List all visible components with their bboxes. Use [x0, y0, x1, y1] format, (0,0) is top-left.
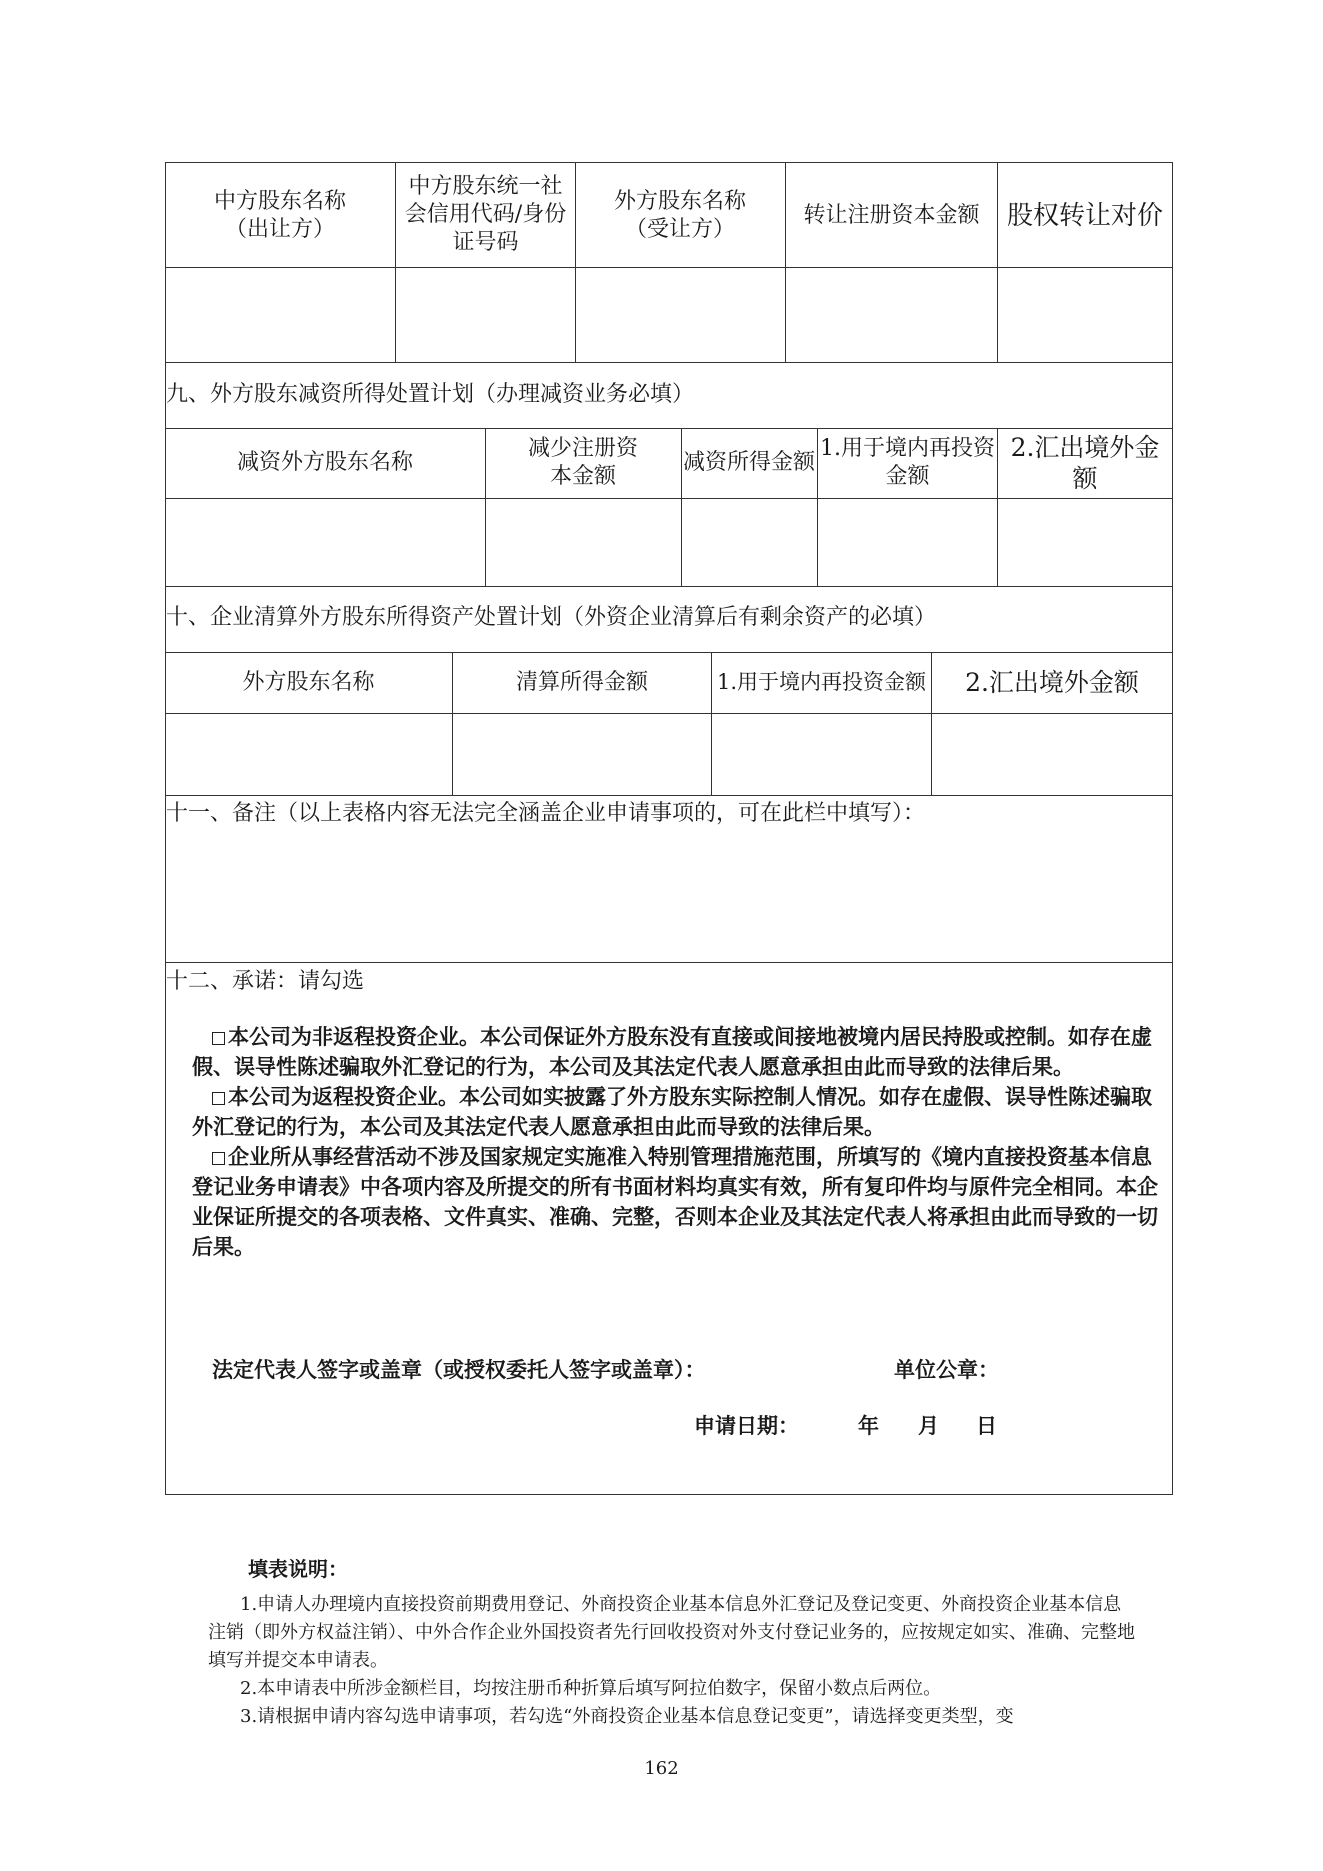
header-reduction-shareholder-name: 减资外方股东名称 [236, 450, 413, 475]
pledge-non-round-trip [192, 1022, 1162, 1082]
rule-section9-title-bottom [165, 428, 1173, 429]
checkbox-authenticity[interactable] [212, 1152, 225, 1165]
rule-transfer-header-bottom [165, 267, 1173, 268]
header-liquidation-remit-abroad: 2.汇出境外金额 [965, 667, 1139, 697]
header-chinese-shareholder-credit-code: 中方股东统一社会信用代码/身份证号码 [404, 174, 567, 255]
col-rule [452, 652, 453, 795]
checkbox-round-trip[interactable] [212, 1092, 225, 1105]
col-rule [681, 428, 682, 586]
date-month: 月 [918, 1414, 939, 1438]
rule-section9-header-bottom [165, 498, 1173, 499]
notes-list [208, 1591, 1138, 1731]
col-rule [485, 428, 486, 586]
pledge-text: 本公司为非返程投资企业。本公司保证外方股东没有直接或间接地被境内居民持股或控制。如存在虚假、误导性陈述骗取外汇登记的行为，本公司及其法定代表人愿意承担由此而导致的法律后果。 [192, 1025, 1152, 1079]
header-transfer-capital-amount: 转让注册资本金额 [803, 203, 980, 228]
header-equity-transfer-price: 股权转让对价 [1006, 201, 1163, 231]
page-number: 162 [644, 1758, 679, 1779]
header-chinese-shareholder-name: 中方股东名称（出让方） [213, 189, 346, 242]
rule-section11-top [165, 795, 1173, 796]
header-domestic-reinvestment: 1.用于境内再投资金额 [820, 436, 995, 489]
col-rule [711, 652, 712, 795]
header-foreign-shareholder: 外方股东名称 [242, 669, 375, 695]
col-rule [575, 162, 576, 362]
rule-section10-header-bottom [165, 713, 1173, 714]
col-rule [997, 428, 998, 586]
note-item: 3.请根据申请内容勾选申请事项，若勾选“外商投资企业基本信息登记变更”，请选择变更类型，变 [240, 1706, 1014, 1727]
pledge-round-trip [192, 1082, 1162, 1142]
pledge-authenticity [192, 1142, 1162, 1262]
date-label: 申请日期： [694, 1414, 799, 1438]
section9-title: 九、外方股东减资所得处置计划（办理减资业务必填） [166, 382, 695, 407]
header-reduction-proceeds: 减资所得金额 [683, 450, 816, 475]
signature-label: 法定代表人签字或盖章（或授权委托人签字或盖章）： [212, 1358, 706, 1382]
header-reduced-capital-amount: 减少注册资本金额 [527, 436, 638, 489]
col-rule [997, 162, 998, 362]
notes-title: 填表说明： [248, 1557, 348, 1581]
col-rule [931, 652, 932, 795]
pledge-text: 本公司为返程投资企业。本公司如实披露了外方股东实际控制人情况。如存在虚假、误导性陈述骗取外汇登记的行为，本公司及其法定代表人愿意承担由此而导致的法律后果。 [192, 1085, 1152, 1139]
header-foreign-shareholder-name: 外方股东名称（受让方） [613, 189, 746, 242]
col-rule [785, 162, 786, 362]
date-day: 日 [976, 1414, 997, 1438]
note-item: 2.本申请表中所涉金额栏目，均按注册币种折算后填写阿拉伯数字，保留小数点后两位。 [240, 1678, 942, 1699]
section11-title: 十一、备注（以上表格内容无法完全涵盖企业申请事项的，可在此栏中填写）： [166, 801, 926, 826]
seal-label: 单位公章： [894, 1358, 999, 1382]
header-remit-abroad: 2.汇出境外金额 [1010, 433, 1160, 493]
col-rule [395, 162, 396, 362]
rule-section12-top [165, 962, 1173, 963]
section12-title: 十二、承诺：请勾选 [166, 969, 365, 994]
note-item: 1.申请人办理境内直接投资前期费用登记、外商投资企业基本信息外汇登记及登记变更、外商投资企业基本信息注销（即外方权益注销）、中外合作企业外国投资者先行回收投资对外支付登记业务的，应按规定如实、准确、完整地填写并提交本申请表。 [208, 1594, 1135, 1671]
header-liquidation-reinvestment: 1.用于境内再投资金额 [716, 669, 927, 694]
rule-section9-top [165, 362, 1173, 363]
col-rule [817, 428, 818, 586]
header-liquidation-proceeds: 清算所得金额 [515, 669, 648, 695]
rule-section10-top [165, 586, 1173, 587]
pledge-list [192, 1022, 1162, 1262]
rule-section10-title-bottom [165, 652, 1173, 653]
checkbox-non-round-trip[interactable] [212, 1032, 225, 1045]
date-year: 年 [858, 1414, 879, 1438]
pledge-text: 企业所从事经营活动不涉及国家规定实施准入特别管理措施范围，所填写的《境内直接投资基本信息登记业务申请表》中各项内容及所提交的所有书面材料均真实有效，所有复印件均与原件完全相同。本企业保证所提交的各项表格、文件真实、准确、完整，否则本企业及其法定代表人将承担由此而导致的一切后果。 [192, 1145, 1158, 1259]
section10-title: 十、企业清算外方股东所得资产处置计划（外资企业清算后有剩余资产的必填） [166, 605, 937, 630]
